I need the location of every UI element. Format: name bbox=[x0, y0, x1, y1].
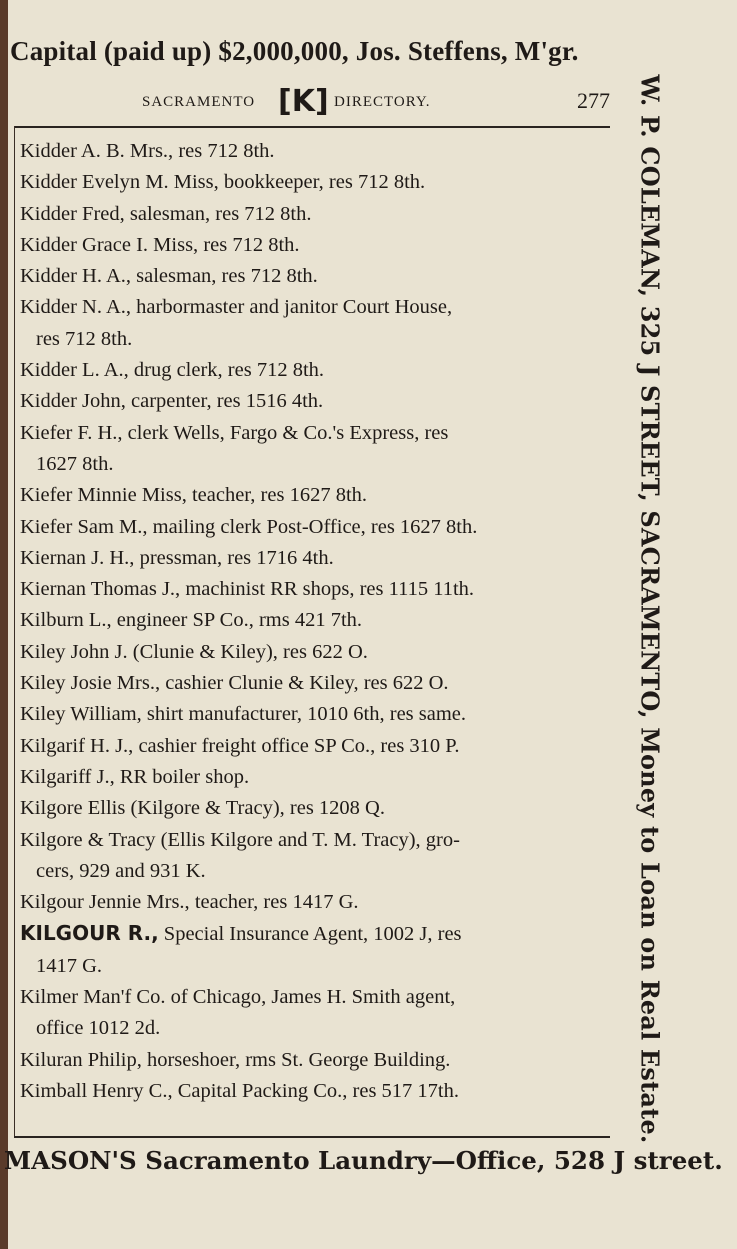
entry-details: pressman, res 1716 4th. bbox=[134, 546, 334, 569]
directory-entry bbox=[20, 261, 606, 292]
entry-name: Kilgore Ellis bbox=[20, 797, 126, 820]
directory-entry bbox=[20, 292, 606, 355]
entry-continuation: 1417 G. bbox=[36, 954, 103, 977]
top-advertisement: Capital (paid up) $2,000,000, Jos. Steffens, M'gr. bbox=[10, 36, 579, 66]
entry-name: Kiefer Minnie Miss, bbox=[20, 484, 187, 507]
entry-details: Capital Packing Co., res 517 17th. bbox=[172, 1079, 459, 1102]
entry-name: Kidder H. A., bbox=[20, 265, 132, 288]
side-advertisement bbox=[628, 64, 672, 1154]
entry-details: engineer SP Co., rms 421 7th. bbox=[111, 609, 363, 632]
directory-entry bbox=[20, 793, 606, 824]
entry-details: clerk Wells, Fargo & Co.'s Express, res bbox=[122, 421, 449, 444]
header-rule bbox=[14, 126, 610, 128]
footer-rule bbox=[14, 1136, 610, 1138]
directory-entry bbox=[20, 1076, 606, 1107]
directory-entry bbox=[20, 355, 606, 386]
directory-entries bbox=[20, 136, 606, 1107]
entry-details: bookkeeper, res 712 8th. bbox=[218, 171, 426, 194]
entry-continuation: cers, 929 and 931 K. bbox=[36, 859, 206, 882]
entry-details: drug clerk, res 712 8th. bbox=[128, 359, 325, 382]
entry-name: Kiernan Thomas J., bbox=[20, 578, 181, 601]
directory-entry bbox=[20, 825, 606, 888]
directory-entry bbox=[20, 512, 606, 543]
entry-details: shirt manufacturer, 1010 6th, res same. bbox=[141, 703, 467, 726]
entry-name: Kiluran Philip, bbox=[20, 1048, 142, 1071]
header-place: SACRAMENTO bbox=[142, 94, 256, 110]
directory-entry bbox=[20, 543, 606, 574]
entry-details: salesman, res 712 8th. bbox=[124, 202, 312, 225]
side-advertisement-text: W. P. COLEMAN, 325 J STREET, SACRAMENTO, Money to Loan on Real Estate. bbox=[635, 74, 665, 1144]
directory-entry bbox=[20, 982, 606, 1045]
entry-continuation: office 1012 2d. bbox=[36, 1017, 161, 1040]
entry-name: Kiley John J. bbox=[20, 640, 128, 663]
directory-entry bbox=[20, 574, 606, 605]
entry-details: mailing clerk Post-Office, res 1627 8th. bbox=[147, 515, 478, 538]
entry-name: Kilmer Man'f Co. of Chicago, bbox=[20, 986, 267, 1009]
directory-entry bbox=[20, 918, 606, 982]
entry-name: Kiley Josie Mrs., bbox=[20, 672, 161, 695]
entry-details: teacher, res 1627 8th. bbox=[186, 484, 368, 507]
entry-name: Kiley William, bbox=[20, 703, 142, 726]
entry-details: horseshoer, rms St. George Building. bbox=[141, 1048, 451, 1071]
entry-details: James H. Smith agent, bbox=[266, 986, 456, 1009]
entry-name: Kidder L. A., bbox=[20, 359, 129, 382]
entry-name: Kilburn L., bbox=[20, 609, 112, 632]
directory-entry bbox=[20, 386, 606, 417]
entry-details: Special Insurance Agent, 1002 J, res bbox=[158, 923, 462, 946]
directory-entry bbox=[20, 136, 606, 167]
entry-name: Kilgore & Tracy bbox=[20, 828, 156, 851]
entry-details: salesman, res 712 8th. bbox=[131, 265, 318, 288]
directory-entry bbox=[20, 699, 606, 730]
column-rule bbox=[14, 126, 15, 1136]
entry-details: res 712 8th. bbox=[173, 140, 275, 162]
directory-entry bbox=[20, 637, 606, 668]
entry-name: Kilgour Jennie Mrs., bbox=[20, 891, 190, 914]
entry-name: KILGOUR R., bbox=[20, 921, 159, 946]
directory-entry bbox=[20, 418, 606, 481]
entry-name: Kiefer Sam M., bbox=[20, 515, 148, 538]
bottom-advertisement: MASON'S Sacramento Laundry—Office, 528 J street. bbox=[4, 1146, 723, 1175]
entry-details: (Kilgore & Tracy), res 1208 Q. bbox=[125, 797, 385, 820]
page-edge bbox=[0, 0, 8, 1249]
entry-name: Kidder A. B. Mrs., bbox=[20, 140, 174, 162]
entry-details: harbormaster and janitor Court House, bbox=[131, 296, 453, 319]
entry-details: teacher, res 1417 G. bbox=[189, 891, 359, 914]
entry-name: Kilgariff J., bbox=[20, 765, 115, 788]
entry-name: Kidder John, bbox=[20, 390, 126, 413]
directory-entry bbox=[20, 762, 606, 793]
entry-name: Kidder N. A., bbox=[20, 296, 132, 319]
entry-name: Kidder Fred, bbox=[20, 202, 125, 225]
directory-entry bbox=[20, 230, 606, 261]
entry-name: Kiefer F. H., bbox=[20, 421, 123, 444]
entry-details: res 712 8th. bbox=[198, 233, 300, 256]
directory-entry bbox=[20, 1045, 606, 1076]
directory-entry bbox=[20, 199, 606, 230]
header-directory: DIRECTORY. bbox=[334, 94, 431, 110]
directory-entry bbox=[20, 731, 606, 762]
entry-details: cashier freight office SP Co., res 310 P. bbox=[133, 734, 460, 757]
entry-details: (Ellis Kilgore and T. M. Tracy), gro- bbox=[155, 828, 460, 851]
entry-details: RR boiler shop. bbox=[114, 765, 250, 788]
entry-name: Kidder Evelyn M. Miss, bbox=[20, 171, 219, 194]
entry-name: Kimball Henry C., bbox=[20, 1079, 173, 1102]
header-letter: [K] bbox=[278, 84, 329, 119]
entry-details: (Clunie & Kiley), res 622 O. bbox=[127, 640, 368, 663]
entry-name: Kidder Grace I. Miss, bbox=[20, 233, 199, 256]
running-header bbox=[12, 86, 610, 122]
entry-name: Kiernan J. H., bbox=[20, 546, 135, 569]
entry-details: machinist RR shops, res 1115 11th. bbox=[180, 578, 475, 601]
entry-continuation: 1627 8th. bbox=[36, 452, 114, 475]
directory-entry bbox=[20, 887, 606, 918]
entry-continuation: res 712 8th. bbox=[36, 327, 133, 350]
entry-details: carpenter, res 1516 4th. bbox=[125, 390, 324, 413]
directory-entry bbox=[20, 480, 606, 511]
entry-details: cashier Clunie & Kiley, res 622 O. bbox=[160, 672, 449, 695]
directory-entry bbox=[20, 605, 606, 636]
directory-entry bbox=[20, 668, 606, 699]
page-number: 277 bbox=[577, 88, 610, 113]
directory-entry bbox=[20, 167, 606, 198]
entry-name: Kilgarif H. J., bbox=[20, 734, 134, 757]
